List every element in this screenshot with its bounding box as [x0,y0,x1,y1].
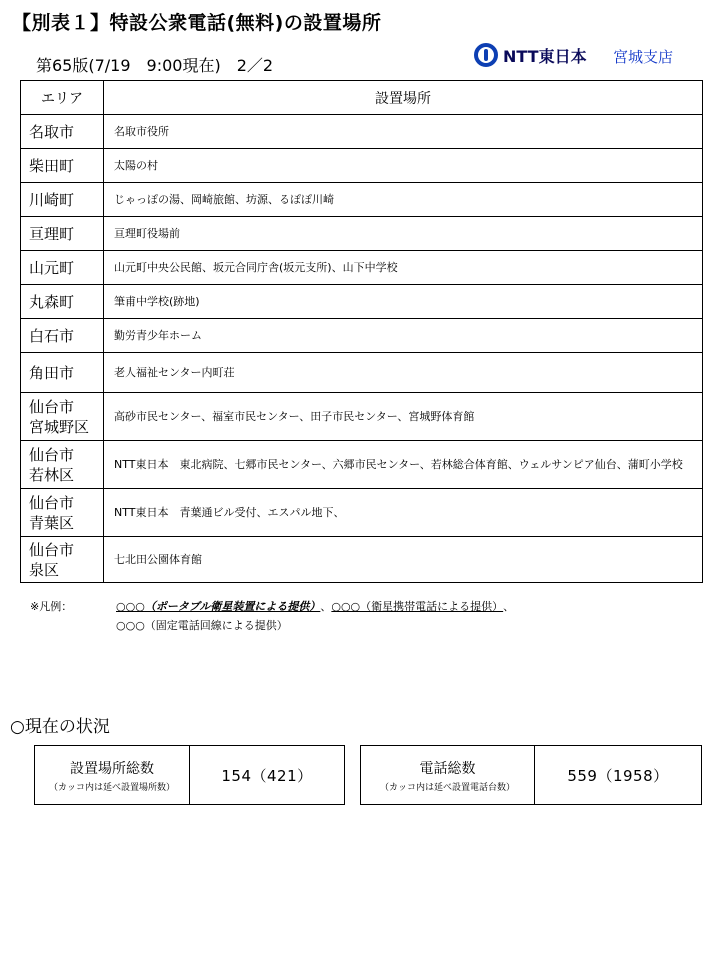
place-cell: 筆甫中学校(跡地) [104,285,703,319]
place-cell: NTT東日本 東北病院、七郷市民センター、六郷市民センター、若林総合体育館、ウェルサンピア仙台、蒲町小学校 [104,441,703,489]
area-name: 白石市 [29,326,75,345]
legend [30,597,514,635]
area-name: 丸森町 [29,292,75,311]
area-name: 名取市 [29,122,75,141]
area-cell [21,285,104,319]
ntt-logo [474,42,587,68]
area-name: 仙台市 [29,493,75,512]
legend-satellite: ○○○（衛星携帯電話による提供） [331,600,504,613]
phone-count-note: （カッコ内は延べ設置電話台数） [380,782,515,793]
area-cell [21,217,104,251]
branch-name: 宮城支店 [613,48,674,66]
version-label: 第65版(7/19 9:00現在) 2／2 [36,56,274,75]
legend-fixed: ○○○（固定電話回線による提供） [116,619,288,632]
table-row [21,441,703,489]
status-heading: ○現在の状況 [10,717,110,737]
ntt-logo-icon [474,43,498,67]
area-cell [21,149,104,183]
table-row [21,183,703,217]
table-row [21,149,703,183]
table-row [21,251,703,285]
location-count-label: 設置場所総数 [70,760,154,777]
legend-portable: ○○○（ポータブル衛星装置による提供） [116,600,321,613]
area-cell [21,251,104,285]
area-name: 角田市 [29,363,75,382]
area-cell [21,393,104,441]
place-cell: 高砂市民センター、福室市民センター、田子市民センター、宮城野体育館 [104,393,703,441]
place-cell: 勤労青少年ホーム [104,319,703,353]
area-name: 山元町 [29,258,75,277]
place-cell: 名取市役所 [104,115,703,149]
location-count-value: 154（421） [221,766,313,785]
table-row [21,489,703,537]
area-cell [21,441,104,489]
area-cell [21,183,104,217]
area-name: 川崎町 [29,190,75,209]
phone-count-label-cell [361,746,535,804]
place-cell: 亘理町役場前 [104,217,703,251]
area-column-header: エリア [21,81,104,115]
area-name: 青葉区 [29,513,75,532]
table-header-row [21,81,703,115]
table-row [21,285,703,319]
legend-separator: 、 [320,600,332,613]
location-count-box [34,745,345,805]
area-name: 亘理町 [29,224,75,243]
phone-count-label: 電話総数 [419,760,476,777]
legend-label: ※凡例： [30,600,73,613]
table-row [21,319,703,353]
place-cell: 太陽の村 [104,149,703,183]
area-name: 若林区 [29,465,75,484]
table-row [21,115,703,149]
place-cell: じゃっぽの湯、岡崎旅館、坊源、るぽぽ川崎 [104,183,703,217]
area-name: 仙台市 [29,397,75,416]
page-title: 【別表１】特設公衆電話(無料)の設置場所 [12,12,382,34]
location-count-note: （カッコ内は延べ設置場所数） [49,782,175,793]
area-cell [21,353,104,393]
phone-count-value: 559（1958） [567,766,669,785]
location-table [20,80,703,583]
place-cell: NTT東日本 青葉通ビル受付、エスパル地下、 [104,489,703,537]
table-row [21,217,703,251]
place-cell: 山元町中央公民館、坂元合同庁舎(坂元支所)、山下中学校 [104,251,703,285]
area-cell [21,537,104,583]
area-name: 泉区 [29,560,60,579]
area-name: 仙台市 [29,445,75,464]
legend-separator: 、 [503,600,515,613]
place-column-header: 設置場所 [104,81,703,115]
table-row [21,353,703,393]
area-cell [21,115,104,149]
area-name: 宮城野区 [29,417,90,436]
table-row [21,537,703,583]
phone-count-box [360,745,702,805]
area-cell [21,489,104,537]
place-cell: 老人福祉センター内町荘 [104,353,703,393]
area-name: 柴田町 [29,156,75,175]
location-count-label-cell [35,746,190,804]
logo-text: NTT東日本 [503,46,587,66]
table-row [21,393,703,441]
area-name: 仙台市 [29,540,75,559]
area-cell [21,319,104,353]
place-cell: 七北田公園体育館 [104,537,703,583]
